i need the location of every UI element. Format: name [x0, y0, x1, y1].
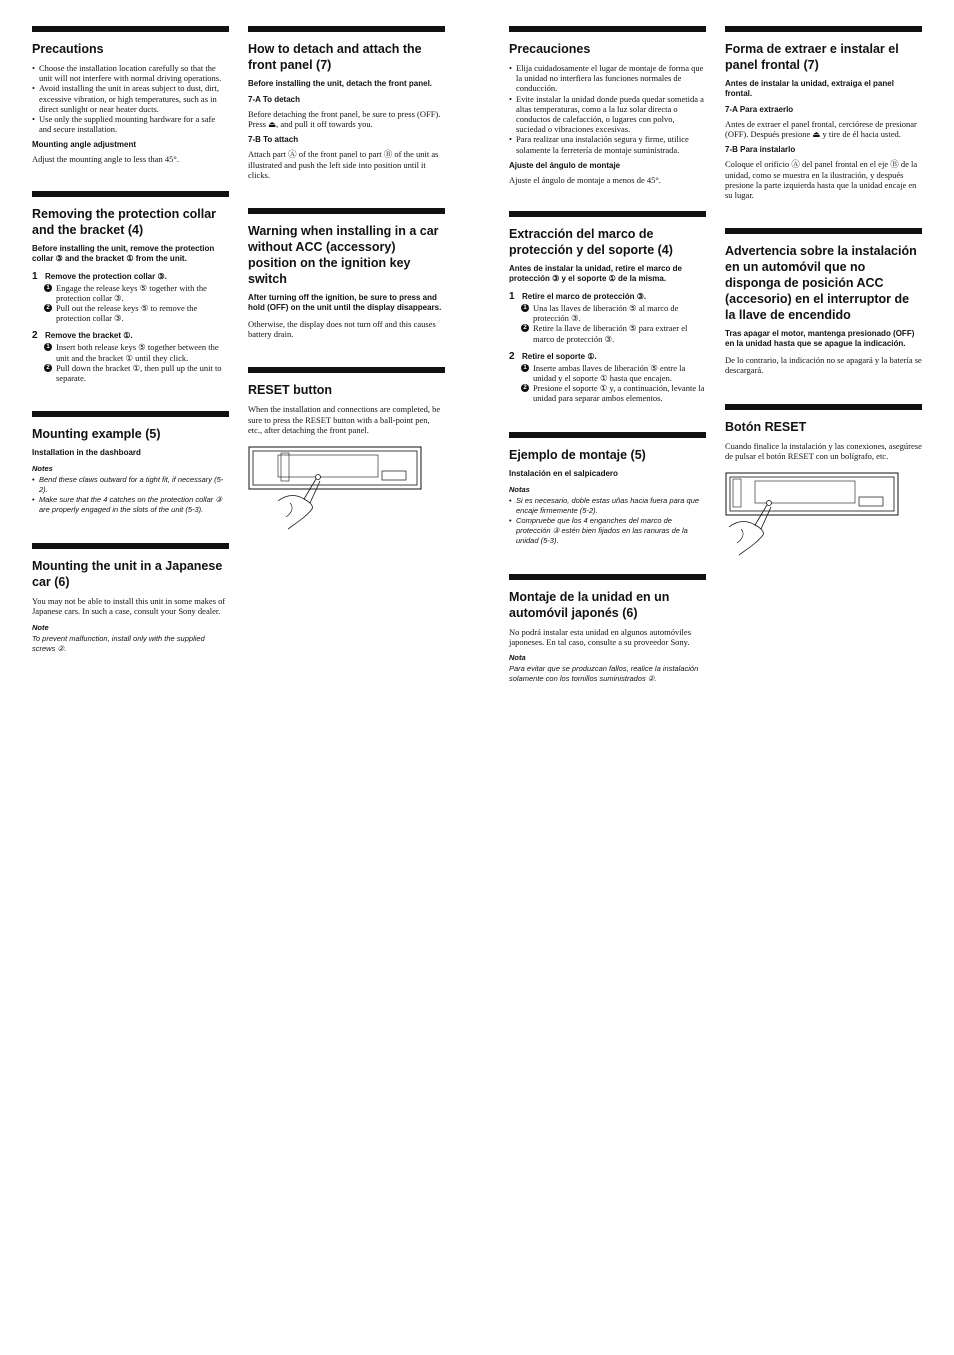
- section-ejemplo: [509, 432, 706, 546]
- section-boton-reset: [725, 404, 922, 562]
- section-extraccion: [509, 211, 706, 404]
- extraccion-lead: Antes de instalar la unidad, retire el marco de protección ③ y el soporte ① de la misma.: [509, 264, 682, 284]
- heading-precauciones: Precauciones: [509, 42, 591, 56]
- panel-frontal-lead: Antes de instalar la unidad, extraiga el panel frontal.: [725, 79, 894, 98]
- notes-list: [509, 496, 706, 546]
- substep: 1 Insert both release keys ⑤ together between the unit and the bracket ① until they click.: [32, 342, 229, 362]
- ajuste-text: Ajuste el ángulo de montaje a menos de 45°.: [509, 174, 661, 185]
- boton-reset-text: Cuando finalice la instalación y las conexiones, asegúrese de pulsar el botón RESET con un bolígrafo, etc.: [725, 440, 922, 461]
- heading-ejemplo: Ejemplo de montaje (5): [509, 447, 646, 462]
- subheading-ajuste: Ajuste del ángulo de montaje: [509, 160, 621, 170]
- step-marker-icon: 2: [521, 324, 529, 332]
- section-japanese-car: [32, 543, 229, 653]
- mounting-angle-text: Adjust the mounting angle to less than 45°.: [32, 154, 179, 165]
- japanese-car-note: To prevent malfunction, install only with the supplied screws ②.: [32, 633, 205, 653]
- advertencia-lead: Tras apagar el motor, mantenga presionado (OFF) en la unidad hasta que se apague la indicación.: [725, 329, 915, 349]
- substep: 1 Inserte ambas llaves de liberación ⑤ entre la unidad y el soporte ① hasta que encajen.: [509, 363, 706, 383]
- list-item: • Avoid installing the unit in areas subject to dust, dirt, excessive vibration, or high temperatures, such as in direct sunlight or near heater ducts.: [32, 83, 229, 114]
- advertencia-text: De lo contrario, la indicación no se apagará y la batería se descargará.: [725, 355, 922, 376]
- to-attach-text: Attach part Ⓐ of the front panel to part Ⓑ of the unit as illustrated and push the left side into position until it clicks.: [248, 149, 439, 180]
- step-2: 2 Retire el soporte ①.: [509, 350, 597, 362]
- step-2: 2 Remove the bracket ①.: [32, 330, 133, 342]
- subheading-to-attach: 7-B To attach: [248, 135, 299, 145]
- notes-heading: Notas: [509, 484, 530, 494]
- column-3: [509, 26, 706, 684]
- list-item: • Elija cuidadosamente el lugar de montaje de forma que la unidad no interfiera las funciones normales de conducción.: [509, 63, 706, 94]
- step-marker-icon: 1: [521, 304, 529, 312]
- section-removing: [32, 191, 229, 384]
- subheading-mounting-angle: Mounting angle adjustment: [32, 140, 136, 150]
- heading-panel-frontal: Forma de extraer e instalar el panel frontal (7): [725, 42, 899, 72]
- column-2: [248, 26, 445, 536]
- precautions-list: [32, 63, 229, 134]
- heading-reset: RESET button: [248, 383, 333, 398]
- subheading-para-extraerlo: 7-A Para extraerlo: [725, 105, 794, 114]
- removing-lead: Before installing the unit, remove the protection collar ③ and the bracket ① from the unit.: [32, 243, 215, 263]
- montaje-japones-text: No podrá instalar esta unidad en algunos automóviles japoneses. En tal caso, consulte a su proveedor Sony.: [509, 626, 691, 647]
- warning-text: Otherwise, the display does not turn off and this causes battery drain.: [248, 319, 436, 340]
- heading-japanese-car: Mounting the unit in a Japanese car (6): [32, 559, 223, 590]
- subheading-to-detach: 7-A To detach: [248, 95, 301, 104]
- substep: 2 Pull down the bracket ①, then pull up the unit to separate.: [32, 363, 229, 383]
- notes-heading: Notes: [32, 464, 53, 474]
- precauciones-list: [509, 63, 706, 155]
- note-heading: Note: [32, 622, 49, 632]
- notes-list: [32, 475, 229, 515]
- para-instalarlo-text: Coloque el orificio Ⓐ del panel frontal en el eje Ⓑ de la unidad, como se muestra en la ilustración, y después presione la parte izquierda hasta que la unidad encaje en su lugar.: [725, 159, 918, 201]
- section-advertencia: [725, 228, 922, 375]
- heading-detach: How to detach and attach the front panel (7): [248, 42, 422, 72]
- montaje-japones-note: Para evitar que se produzcan fallos, realice la instalación solamente con los tornillos suministrados ②.: [509, 664, 699, 684]
- section-montaje-japones: [509, 574, 706, 684]
- section-precauciones: [509, 26, 706, 185]
- note-item: • Compruebe que los 4 enganches del marco de protección ③ estén bien fijados en las ranuras de la unidad (5-3).: [509, 516, 706, 546]
- heading-extraccion: Extracción del marco de protección y del soporte (4): [509, 227, 673, 258]
- step-marker-icon: 2: [44, 304, 52, 312]
- note-item: • Make sure that the 4 catches on the protection collar ③ are properly engaged in the slots of the unit (5-3).: [32, 495, 229, 515]
- reset-illustration: [725, 469, 922, 562]
- to-detach-text: Before detaching the front panel, be sure to press (OFF). Press ⏏, and pull it off towards you.: [248, 109, 441, 130]
- list-item: • Para realizar una instalación segura y firme, utilice solamente la ferretería de montaje suministrada.: [509, 134, 706, 154]
- heading-warning: Warning when installing in a car without ACC (accessory) position on the ignition key switch: [248, 224, 439, 287]
- para-extraerlo-text: Antes de extraer el panel frontal, cerciórese de presionar (OFF). Después presione ⏏ y tire de él hacia usted.: [725, 119, 917, 140]
- note-heading: Nota: [509, 653, 526, 663]
- step-1: 1 Remove the protection collar ③.: [32, 270, 167, 282]
- column-4: [725, 26, 922, 562]
- section-detach: [248, 26, 445, 180]
- step-1: 1 Retire el marco de protección ③.: [509, 291, 647, 303]
- heading-precautions: Precautions: [32, 42, 104, 56]
- list-item: • Evite instalar la unidad donde pueda quedar sometida a altas temperaturas, como a la luz solar directa o conductos de calefacción, o lugares con polvo, suciedad o vibraciones excesivas.: [509, 94, 706, 135]
- section-precautions: [32, 26, 229, 165]
- step-marker-icon: 1: [521, 364, 529, 372]
- heading-removing: Removing the protection collar and the bracket (4): [32, 206, 217, 237]
- heading-advertencia: Advertencia sobre la instalación en un automóvil que no disponga de posición ACC (accesorio) en el interruptor de la llave de encendido: [725, 244, 917, 323]
- note-item: • Si es necesario, doble estas uñas hacia fuera para que encaje firmemente (5-2).: [509, 496, 706, 516]
- section-warning: [248, 208, 445, 339]
- substep: 1 Una las llaves de liberación ⑤ al marco de protección ③.: [509, 303, 706, 323]
- ejemplo-sub: Instalación en el salpicadero: [509, 468, 618, 478]
- substep: 2 Retire la llave de liberación ⑤ para extraer el marco de protección ③.: [509, 323, 706, 343]
- heading-montaje-japones: Montaje de la unidad en un automóvil japonés (6): [509, 589, 670, 620]
- substep: 2 Pull out the release keys ⑤ to remove the protection collar ③.: [32, 303, 229, 323]
- reset-text: When the installation and connections are completed, be sure to press the RESET button with a ball-point pen, etc., after detaching the front panel.: [248, 404, 441, 435]
- list-item: • Choose the installation location carefully so that the unit will not interfere with normal driving operations.: [32, 63, 229, 83]
- japanese-car-text: You may not be able to install this unit in some makes of Japanese cars. In such a case, consult your Sony dealer.: [32, 596, 226, 617]
- section-mounting-example: [32, 411, 229, 515]
- list-item: • Use only the supplied mounting hardware for a safe and secure installation.: [32, 114, 229, 134]
- subheading-para-instalarlo: 7-B Para instalarlo: [725, 145, 796, 155]
- substep: 2 Presione el soporte ① y, a continuación, levante la unidad para separar ambos elementos.: [509, 383, 706, 403]
- warning-lead: After turning off the ignition, be sure to press and hold (OFF) on the unit until the display disappears.: [248, 293, 442, 313]
- step-marker-icon: 2: [521, 384, 529, 392]
- step-marker-icon: 1: [44, 343, 52, 351]
- mounting-example-sub: Installation in the dashboard: [32, 448, 141, 458]
- section-panel-frontal: [725, 26, 922, 200]
- step-marker-icon: 1: [44, 284, 52, 292]
- section-reset: [248, 367, 445, 536]
- column-1: [32, 26, 229, 654]
- detach-lead: Before installing the unit, detach the front panel.: [248, 79, 433, 88]
- heading-mounting-example: Mounting example (5): [32, 427, 161, 442]
- reset-illustration: [248, 443, 445, 536]
- note-item: • Bend these claws outward for a tight fit, if necessary (5-2).: [32, 475, 229, 495]
- step-marker-icon: 2: [44, 364, 52, 372]
- heading-boton-reset: Botón RESET: [725, 419, 807, 434]
- substep: 1 Engage the release keys ⑤ together with the protection collar ③.: [32, 283, 229, 303]
